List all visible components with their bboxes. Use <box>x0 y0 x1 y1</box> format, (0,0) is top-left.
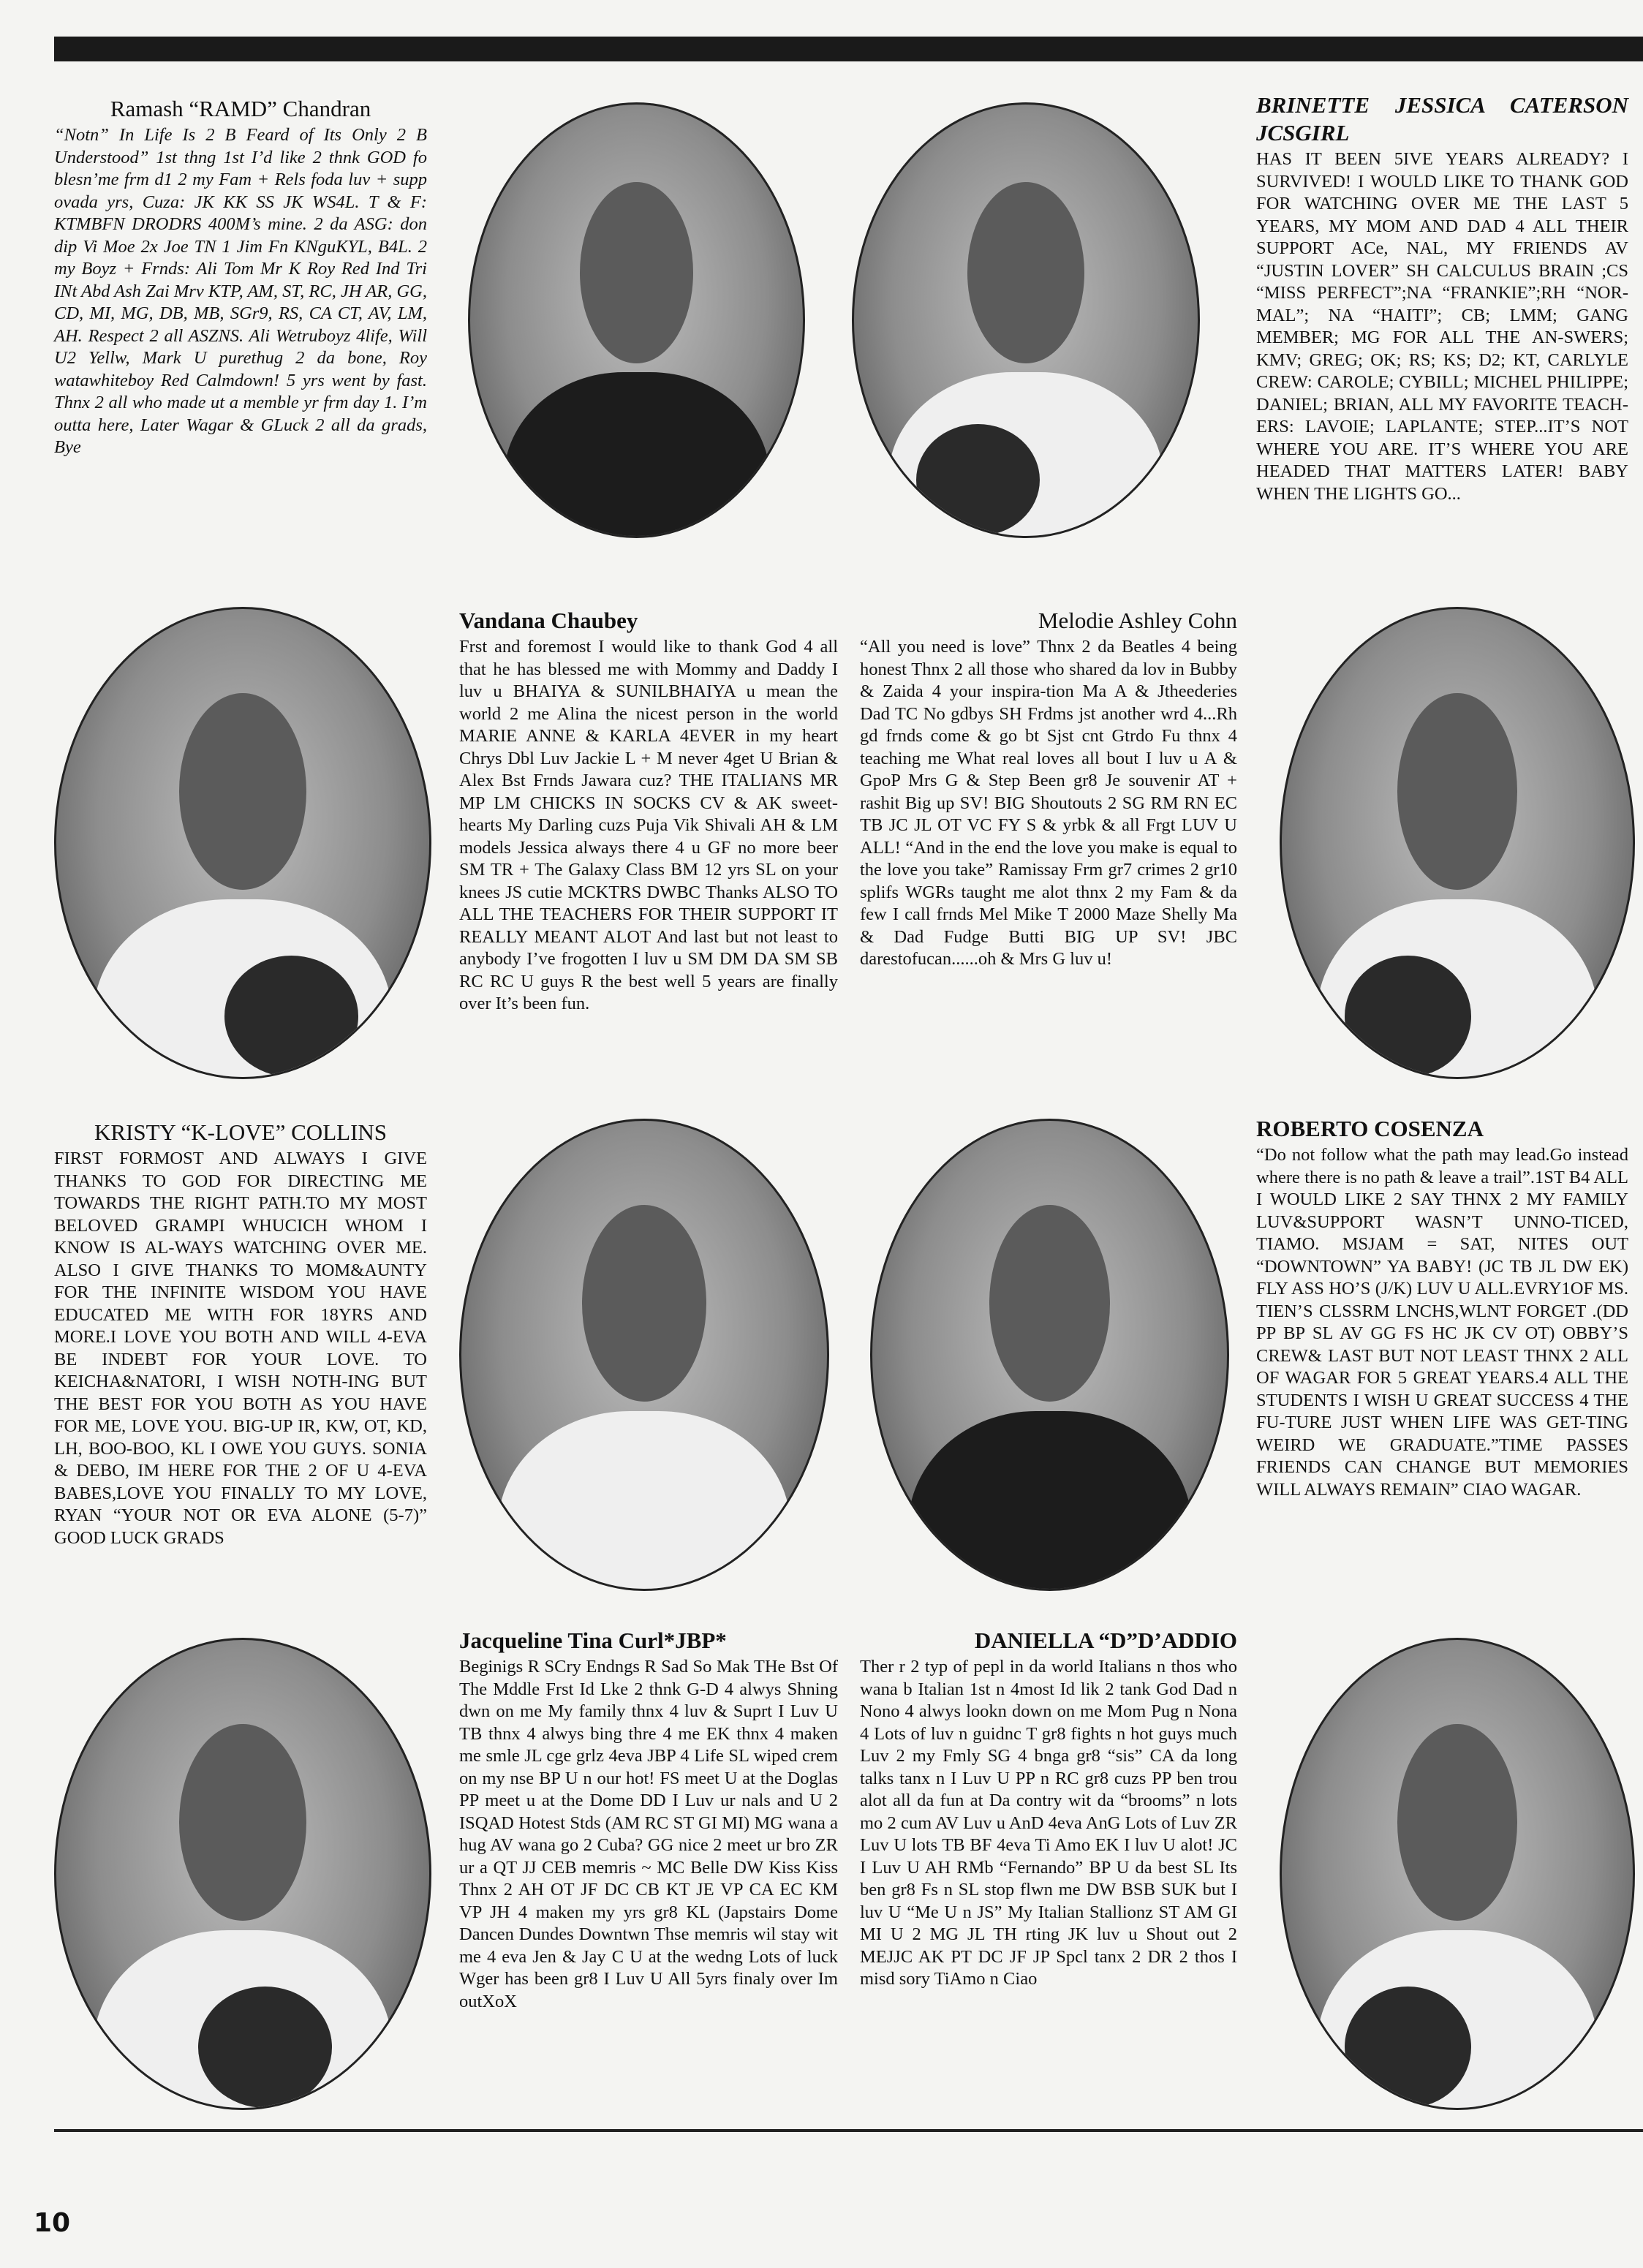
page-number: 10 <box>34 2208 71 2238</box>
portrait-photo <box>1280 1638 1635 2110</box>
entry-name: Melodie Ashley Cohn <box>1038 608 1237 633</box>
entry-text: Ther r 2 typ of pepl in da world Italians n thos who wana b Italian 1st n 4most Id lik 2 tank God Dad n Nono 4 alwys lookn down on me Mom Pug n Nona 4 Lots of luv n guidnc T gr8 fights n hot guys much Luv 2 my Fmly SG 4 bnga gr8 “sis” CA da long talks tanx n I Luv U PP n RC gr8 cuzs PP ben trou alot all da fun at Da contry wit da “brooms” n lots mo 2 cum AV Luv u AnD 4eva AnG Lots of Luv ZR Luv U lots TB BF 4eva Ti Amo EK I luv U alot! JC I Luv U AH RMb “Fernando” BP U da best SL Its ben gr8 Fs n SL stop flwn me DW BSB SUK but I luv U “Me U n JS” My Italian Stallionz ST AM GI MI U 2 MG JL TH rting JK luv u Shout out 2 MEJJC AK PT DC JF JP Spcl tanx 2 DR 2 thos I misd sory TiAmo n Ciao <box>860 1657 1237 1989</box>
portrait-photo <box>54 607 431 1079</box>
entry-text: FIRST FORMOST AND ALWAYS I GIVE THANKS TO GOD FOR DIRECTING ME TOWARDS THE RIGHT PATH.TO MY MOST BELOVED GRAMPI WHUCICH WHOM I KNOW IS AL-WAYS WATCHING OVER ME. ALSO I GIVE THANKS TO MOM&AUNTY FOR THE INFINITE WISDOM YOU HAVE EDUCATED ME WITH FOR 18YRS AND MORE.I LOVE YOU BOTH AND WILL 4-EVA BE INDEBT FOR YOUR LOVE. TO KEICHA&NATORI, I WISH NOTH-ING BUT THE BEST FOR YOU BOTH AS YOU HAVE FOR ME, LOVE YOU. BIG-UP IR, KW, OT, KD, LH, BOO-BOO, KL I OWE YOU GUYS. SONIA & DEBO, IM HERE FOR THE 2 OF U 4-EVA BABES,LOVE YOU FINALLY TO MY LOVE, RYAN “YOUR NOT OR EVA ALONE (5-7)” GOOD LUCK GRADS <box>54 1149 427 1548</box>
entry-name: DANIELLA “D”D’ADDIO <box>974 1628 1237 1653</box>
portrait-photo <box>468 102 805 538</box>
entry-text: Frst and foremost I would like to thank God 4 all that he has blessed me with Mommy and Daddy I luv u BHAIYA & SUNILBHAIYA u mean the world 2 me Alina the nicest person in the world MARIE ANNE & KARLA 4EVER in my heart Chrys Dbl Luv Jackie L + M never 4get U Brian & Alex Bst Frnds Jawara cuz? THE ITALIANS MR MP LM CHICKS IN SOCKS CV & AK sweet-hearts My Darling cuzs Puja Vik Shivali AH & LM models Jessica always there 4 u GF no more beer SM TR + The Galaxy Class BM 12 yrs SL on your knees JS cutie MCKTRS DWBC Thanks ALSO TO ALL THE TEACHERS FOR THEIR SUPPORT IT REALLY MEANT ALOT And last but not least to anybody I’ve frogotten I luv u SM DM DA SM SB RC RC U guys R the best well 5 years are finally over It’s been fun. <box>459 637 838 1013</box>
entry-cosenza <box>1256 1115 1628 1501</box>
entry-name: ROBERTO COSENZA <box>1256 1116 1484 1141</box>
entry-text: “All you need is love” Thnx 2 da Beatles 4 being honest Thnx 2 all those who shared da lov in Bubby & Zaida 4 your inspira-tion Ma A & Jtheederies Dad TC No gdbys SH Frdms jst another wrd 4...Rh gd frnds come & go bt Sjst cnt Gtrdo Fu thnx 4 teaching me What real loves all bout I luv u A & GpoP Mrs G & Step Been gr8 Je souvenir AT + rashit Big up SV! BIG Shoutouts 2 SG RM RN EC TB JC JL OT VC FY S & yrbk & all Frgt LUV U ALL! “And in the end the love you make is equal to the love you take” Ramissay Frm gr7 crimes 2 gr10 splifs WGRs taught me alot thnx 2 my Fam & da few I call frnds Mel Mike T 2000 Maze Shelly Ma & Dad Fudge Butti BIG UP SV! JBC darestofucan......oh & Mrs G luv u! <box>860 637 1237 969</box>
portrait-photo <box>459 1119 829 1591</box>
entry-cohn <box>860 607 1237 971</box>
entry-chaubey <box>459 607 838 1016</box>
bottom-rule <box>54 2129 1643 2132</box>
entry-text: “Do not follow what the path may lead.Go instead where there is no path & leave a trail”.1ST B4 ALL I WOULD LIKE 2 SAY THNX 2 MY FAMILY LUV&SUPPORT WASN’T UNNO-TICED, TIAMO. MSJAM = SAT, NITES OUT “DOWNTOWN” YA BABY! (JC TB JL DW EK) FLY ASS HO’S (J/K) LUV U ALL.EVRY1OF MS. TIEN’S CLSSRM LNCHS,WLNT FORGET .(DD PP BP SL AV GG FS HC JK CV OT) OBBY’S CREW& LAST BUT NOT LEAST THNX 2 ALL OF WAGAR FOR 5 GREAT YEARS.4 ALL THE STUDENTS I WISH U GREAT SUCCESS 4 THE FU-TURE JUST WHEN LIFE WAS GET-TING WEIRD WE GRADUATE.”TIME PASSES FRIENDS CAN CHANGE BUT MEMORIES WILL ALWAYS REMAIN” CIAO WAGAR. <box>1256 1145 1628 1500</box>
top-bar <box>54 37 1643 61</box>
entry-name: Vandana Chaubey <box>459 608 638 633</box>
entry-daddio <box>860 1627 1237 1991</box>
entry-name: BRINETTE JESSICA CATERSON JCSGIRL <box>1256 92 1628 145</box>
entry-name: Jacqueline Tina Curl*JBP* <box>459 1628 727 1653</box>
entry-name: Ramash “RAMD” Chandran <box>110 96 371 121</box>
entry-chandran <box>54 95 427 459</box>
entry-text: “Notn” In Life Is 2 B Feard of Its Only 2 B Understood” 1st thng 1st I’d like 2 thnk GOD fo blesn’me frm d1 2 my Fam + Rels foda luv + supp ovada yrs, Cuza: JK KK SS JK WS4L. T & F: KTMBFN DRODRS 400M’s mine. 2 da ASG: don dip Vi Moe 2x Joe TN 1 Jim Fn KNguKYL, B4L. 2 my Boyz + Frnds: Ali Tom Mr K Roy Red Ind Tri INt Abd Ash Zai Mrv KTP, AM, ST, RC, JH AR, GG, CD, MI, MG, DB, MB, SGr9, RS, CA CT, AV, LM, AH. Respect 2 all ASZNS. Ali Wetruboyz 4life, Will U2 Yellw, Mark U purethug 2 da bone, Roy watawhiteboy Red Calmdown! 5 yrs went by fast. Thnx 2 all who made ut a memble yr frm day 1. I’m outta here, Later Wagar & GLuck 2 all da grads, Bye <box>54 125 427 457</box>
entry-curl <box>459 1627 838 2013</box>
entry-text: Beginigs R SCry Endngs R Sad So Mak THe Bst Of The Mddle Frst Id Lke 2 thnk G-D 4 alwys Shning dwn on me My family thnx 4 luv & Suprt I Luv U TB thnx 4 alwys bing thre 4 me EK thnx 4 maken me smle JL cge grlz 4eva JBP 4 Life SL wiped crem on my nse BP U n our hot! FS meet U at the Doglas PP meet u at the Dome DD I Luv ur nals and U 2 ISQAD Hotest Stds (AM RC ST GI MI) MG wana a hug AV wana go 2 Cuba? GG nice 2 meet ur bro ZR ur a QT JJ CEB memris ~ MC Belle DW Kiss Kiss Thnx 2 AH OT JF DC CB KT JE VP CA EC KM VP JH 4 maken my yrs gr8 KL (Japstairs Dome Dancen Dundes Downtwn Thse memris wil stay wit me 4 eva Jen & Jay C U at the wedng Lots of luck Wger has been gr8 I Luv U All 5yrs finaly over Im outXoX <box>459 1657 838 2011</box>
entry-collins <box>54 1119 427 1549</box>
portrait-photo <box>54 1638 431 2110</box>
entry-caterson <box>1256 91 1628 505</box>
portrait-photo <box>852 102 1200 538</box>
entry-name: KRISTY “K-LOVE” COLLINS <box>94 1119 388 1145</box>
portrait-photo <box>870 1119 1229 1591</box>
entry-text: HAS IT BEEN 5IVE YEARS ALREADY? I SURVIVED! I WOULD LIKE TO THANK GOD FOR WATCHING OVER ME THE LAST 5 YEARS, MY MOM AND DAD 4 ALL THEIR SUPPORT ACe, NAL, MY FRIENDS AV “JUSTIN LOVER” SH CALCULUS BRAIN ;CS “MISS PERFECT”;NA “FRANKIE”;RH “NOR-MAL”; NA “HAITI”; CB; LMM; GANG MEMBER; MG FOR ALL THE AN-SWERS; KMV; GREG; OK; RS; KS; D2; KT, CARLYLE CREW: CAROLE; CYBILL; MICHEL PHILIPPE; DANIEL; BRIAN, ALL MY FAVORITE TEACH-ERS: LAVOIE; LAPLANTE; STEP...IT’S NOT WHERE YOU ARE. IT’S WHERE YOU ARE HEADED THAT MATTERS LATER! BABY WHEN THE LIGHTS GO... <box>1256 149 1628 504</box>
portrait-photo <box>1280 607 1635 1079</box>
